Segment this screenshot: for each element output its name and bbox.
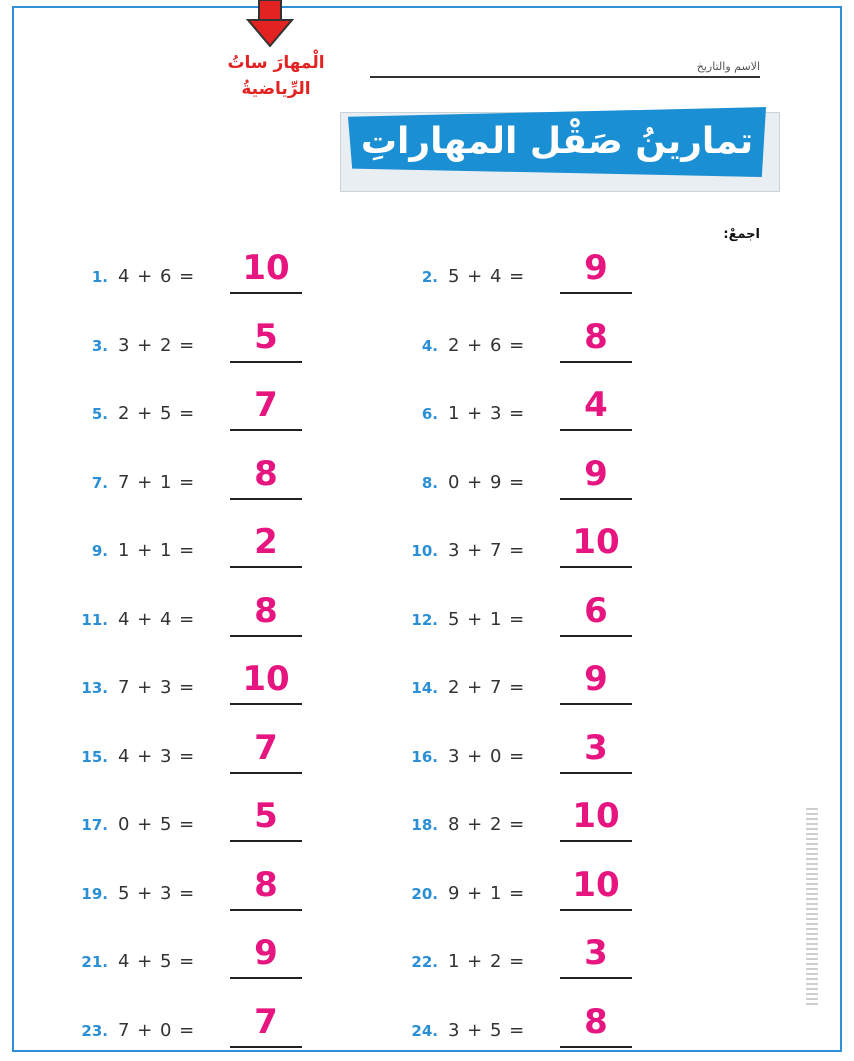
problem-number: 8. xyxy=(421,473,438,492)
answer-value: 2 xyxy=(254,522,278,562)
problem-item xyxy=(62,1001,392,1050)
math-skills-label-line2: الرِّياضيةُ xyxy=(241,79,311,99)
answer-value: 9 xyxy=(584,453,608,494)
math-skills-label-line1: الْمهارَ ساتُ xyxy=(227,53,325,73)
problem-item xyxy=(62,727,392,776)
problem-item xyxy=(392,248,722,296)
problem-expression: 0 + 5 = xyxy=(118,814,196,835)
problem-item xyxy=(392,1001,722,1050)
problem-number: 2. xyxy=(421,268,438,286)
problem-number: 20. xyxy=(411,884,438,903)
problem-item xyxy=(392,659,722,707)
answer-line xyxy=(560,1046,632,1048)
problem-expression: 7 + 1 = xyxy=(118,471,196,493)
answer-line xyxy=(230,635,302,637)
problem-number: 11. xyxy=(81,610,108,629)
problem-expression: 4 + 3 = xyxy=(118,745,196,767)
problem-expression: 1 + 2 = xyxy=(448,951,526,972)
problem-expression: 5 + 3 = xyxy=(118,882,196,904)
problem-expression: 2 + 6 = xyxy=(448,334,526,356)
problem-number: 9. xyxy=(91,542,108,560)
problem-item xyxy=(62,316,392,365)
answer-line xyxy=(560,566,632,568)
answer-value: 8 xyxy=(254,590,278,631)
problem-number: 15. xyxy=(81,747,108,766)
answer-line xyxy=(230,1046,302,1048)
answer-value: 10 xyxy=(572,522,620,562)
answer-line xyxy=(230,566,302,568)
problem-number: 4. xyxy=(421,336,438,355)
answer-value: 7 xyxy=(254,727,278,768)
answer-line xyxy=(230,292,302,294)
answer-line xyxy=(230,840,302,842)
problem-expression: 7 + 0 = xyxy=(118,1019,196,1041)
problem-expression: 1 + 1 = xyxy=(118,540,196,561)
answer-value: 3 xyxy=(584,727,608,768)
problem-number: 24. xyxy=(411,1021,438,1040)
problem-number: 19. xyxy=(81,884,108,903)
answer-line xyxy=(230,498,302,500)
name-date-line xyxy=(370,76,760,78)
problem-number: 5. xyxy=(91,405,108,423)
problem-number: 17. xyxy=(81,816,108,834)
problem-item xyxy=(392,522,722,570)
problem-item xyxy=(392,453,722,502)
answer-line xyxy=(560,292,632,294)
answer-line xyxy=(560,840,632,842)
problem-expression: 1 + 3 = xyxy=(448,403,526,424)
problem-item xyxy=(392,590,722,639)
problem-expression: 4 + 5 = xyxy=(118,951,196,972)
answer-value: 8 xyxy=(584,1001,608,1042)
problem-number: 10. xyxy=(411,542,438,560)
answer-value: 9 xyxy=(254,933,278,973)
instruction-text: اجمعْ: xyxy=(723,227,760,242)
banner-title: تمارينُ صَقْل المهاراتِ xyxy=(360,121,754,162)
problem-number: 22. xyxy=(411,953,438,971)
answer-line xyxy=(230,977,302,979)
problem-number: 7. xyxy=(91,473,108,492)
copyright-note xyxy=(806,808,818,1008)
answer-value: 9 xyxy=(584,248,608,288)
answer-value: 8 xyxy=(254,453,278,494)
problem-item xyxy=(392,385,722,433)
problem-expression: 3 + 5 = xyxy=(448,1019,526,1041)
answer-line xyxy=(230,772,302,774)
answer-value: 10 xyxy=(572,796,620,836)
name-date-label: الاسم والتاريخ xyxy=(696,60,760,73)
answer-value: 10 xyxy=(242,248,290,288)
problem-expression: 7 + 3 = xyxy=(118,677,196,698)
answer-line xyxy=(230,429,302,431)
problem-expression: 4 + 4 = xyxy=(118,608,196,630)
problem-expression: 4 + 6 = xyxy=(118,266,196,287)
problem-item xyxy=(62,659,392,707)
answer-line xyxy=(560,498,632,500)
answer-value: 6 xyxy=(584,590,608,631)
answer-value: 7 xyxy=(254,1001,278,1042)
problem-item xyxy=(62,453,392,502)
answer-line xyxy=(230,909,302,911)
answer-line xyxy=(560,703,632,705)
answer-line xyxy=(560,772,632,774)
answer-line xyxy=(560,361,632,363)
math-skills-label xyxy=(206,50,346,102)
problem-expression: 5 + 4 = xyxy=(448,266,526,287)
problem-item xyxy=(62,590,392,639)
answer-value: 4 xyxy=(584,385,608,425)
problem-item xyxy=(62,864,392,913)
problem-number: 1. xyxy=(91,268,108,286)
problem-expression: 3 + 2 = xyxy=(118,334,196,356)
problem-expression: 2 + 7 = xyxy=(448,677,526,698)
answer-value: 8 xyxy=(584,316,608,357)
problem-expression: 2 + 5 = xyxy=(118,403,196,424)
problem-number: 18. xyxy=(411,816,438,834)
arrow-down-icon xyxy=(244,0,296,50)
answer-value: 9 xyxy=(584,659,608,699)
problem-number: 6. xyxy=(421,405,438,423)
problem-expression: 3 + 0 = xyxy=(448,745,526,767)
problem-item xyxy=(392,727,722,776)
answer-value: 5 xyxy=(254,316,278,357)
problem-number: 16. xyxy=(411,747,438,766)
answer-value: 10 xyxy=(572,864,620,905)
problem-expression: 9 + 1 = xyxy=(448,882,526,904)
problem-item xyxy=(62,933,392,981)
answer-value: 10 xyxy=(242,659,290,699)
problem-item xyxy=(392,796,722,844)
answer-value: 7 xyxy=(254,385,278,425)
problem-number: 14. xyxy=(411,679,438,697)
answer-line xyxy=(230,361,302,363)
problem-item xyxy=(62,248,392,296)
problem-number: 12. xyxy=(411,610,438,629)
problem-number: 23. xyxy=(81,1021,108,1040)
answer-line xyxy=(560,635,632,637)
answer-value: 3 xyxy=(584,933,608,973)
problem-expression: 3 + 7 = xyxy=(448,540,526,561)
problem-item xyxy=(62,385,392,433)
problem-item xyxy=(392,864,722,913)
problem-item xyxy=(392,316,722,365)
problem-expression: 8 + 2 = xyxy=(448,814,526,835)
problem-item xyxy=(62,796,392,844)
problem-number: 21. xyxy=(81,953,108,971)
problem-expression: 5 + 1 = xyxy=(448,608,526,630)
problem-item xyxy=(62,522,392,570)
answer-value: 8 xyxy=(254,864,278,905)
problem-number: 13. xyxy=(81,679,108,697)
problem-number: 3. xyxy=(91,336,108,355)
answer-value: 5 xyxy=(254,796,278,836)
answer-line xyxy=(560,977,632,979)
problem-expression: 0 + 9 = xyxy=(448,471,526,493)
answer-line xyxy=(230,703,302,705)
answer-line xyxy=(560,429,632,431)
problem-item xyxy=(392,933,722,981)
answer-line xyxy=(560,909,632,911)
